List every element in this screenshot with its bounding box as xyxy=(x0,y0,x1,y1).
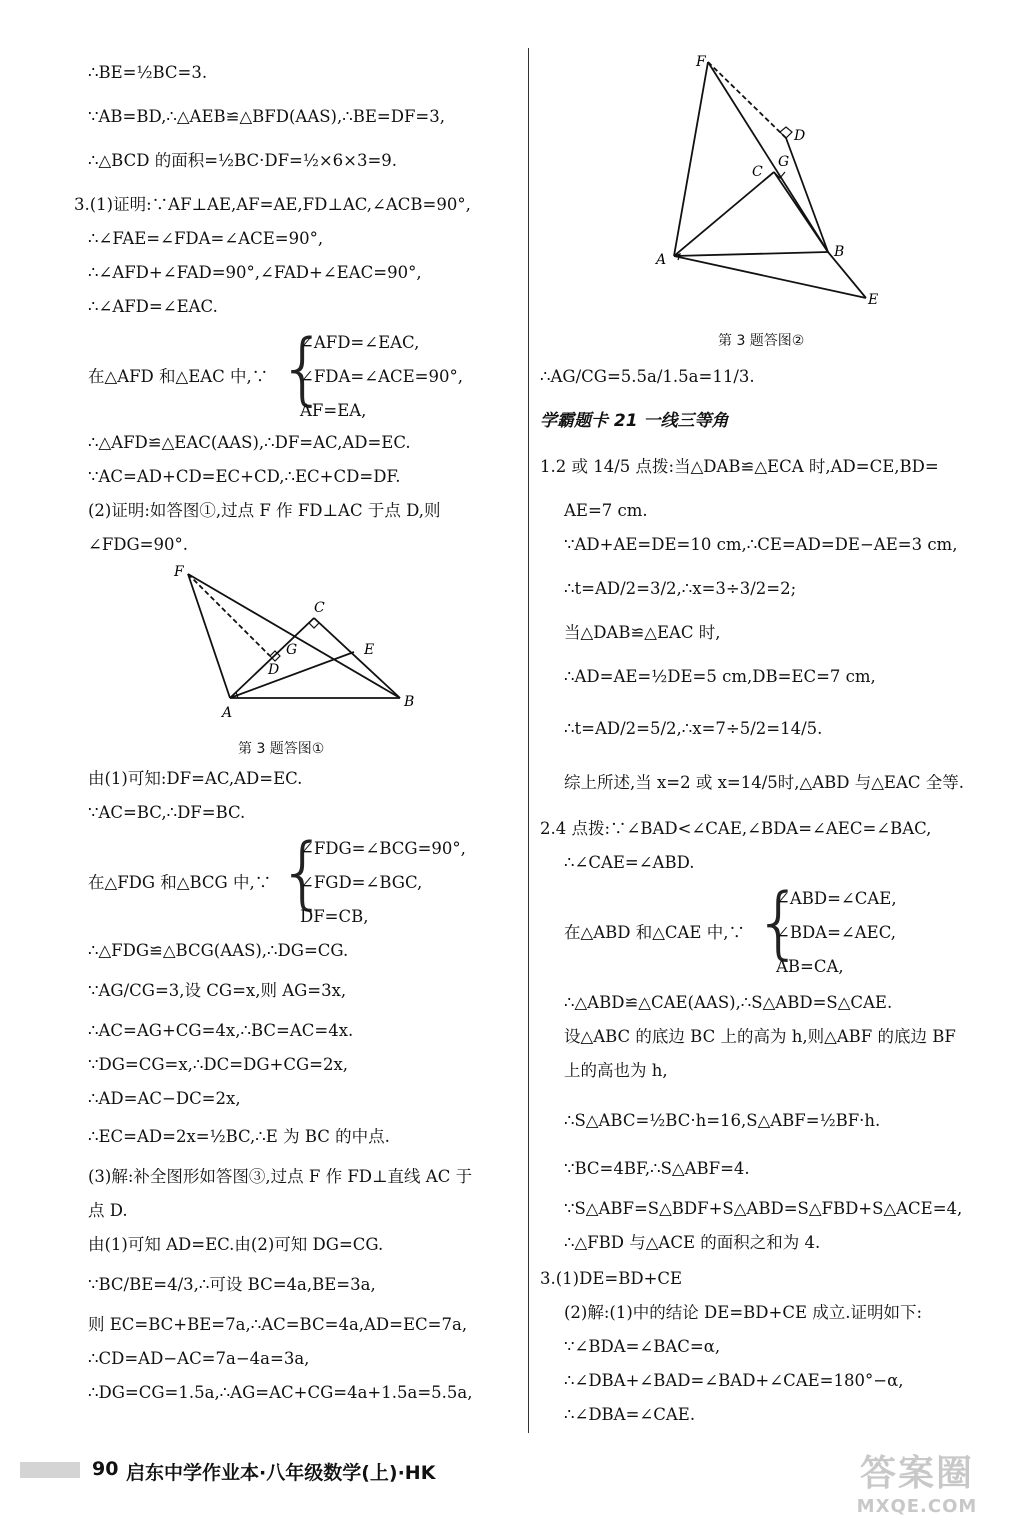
text-line: ∴∠DBA+∠BAD=∠BAD+∠CAE=180°−α, xyxy=(564,1371,904,1390)
fig2-label: D xyxy=(794,128,806,144)
book-title: 启东中学作业本·八年级数学(上)·HK xyxy=(126,1462,436,1484)
text-line: ∵BC/BE=4/3,∴可设 BC=4a,BE=3a, xyxy=(88,1275,376,1294)
footer-bar xyxy=(20,1462,80,1478)
text-line: 上的高也为 h, xyxy=(564,1061,668,1080)
brace-line: AB=CA, xyxy=(776,957,844,976)
text-line: ∴△FDG≌△BCG(AAS),∴DG=CG. xyxy=(88,941,349,960)
fig2-label: C xyxy=(752,164,763,180)
text-line: ∴AD=AE=½DE=5 cm,DB=EC=7 cm, xyxy=(564,667,876,686)
text-line: ∴∠CAE=∠ABD. xyxy=(564,853,695,872)
text-line: ∴AG/CG=5.5a/1.5a=11/3. xyxy=(540,367,755,386)
text-line: 由(1)可知 AD=EC.由(2)可知 DG=CG. xyxy=(88,1235,384,1254)
text-line: ∴△AFD≌△EAC(AAS),∴DF=AC,AD=EC. xyxy=(88,433,411,452)
text-line: 由(1)可知:DF=AC,AD=EC. xyxy=(88,769,303,788)
brace-line: ∠FGD=∠BGC, xyxy=(300,873,423,892)
fig1-label: C xyxy=(314,600,325,616)
text-line: ∴△BCD 的面积=½BC·DF=½×6×3=9. xyxy=(88,151,398,170)
text-line: ∴t=AD/2=5/2,∴x=7÷5/2=14/5. xyxy=(564,719,823,738)
text-line: ∵AB=BD,∴△AEB≌△BFD(AAS),∴BE=DF=3, xyxy=(88,107,445,126)
text-line: ∴△FBD 与△ACE 的面积之和为 4. xyxy=(564,1233,821,1252)
brace-prefix: 在△ABD 和△CAE 中,∵ xyxy=(564,923,745,942)
fig2-label: E xyxy=(868,292,879,308)
text-line: ∴△ABD≌△CAE(AAS),∴S△ABD=S△CAE. xyxy=(564,993,893,1012)
text-line: 2.4 点拨:∵∠BAD<∠CAE,∠BDA=∠AEC=∠BAC, xyxy=(540,819,932,838)
page-number: 90 xyxy=(92,1458,119,1480)
text-line: 设△ABC 的底边 BC 上的高为 h,则△ABF 的底边 BF xyxy=(564,1027,956,1046)
brace-symbol: { xyxy=(278,828,328,918)
fig2-label: A xyxy=(656,252,667,268)
text-line: ∴∠DBA=∠CAE. xyxy=(564,1405,696,1424)
text-line: ∴CD=AD−AC=7a−4a=3a, xyxy=(88,1349,310,1368)
problem-3-start: 3.(1)证明:∵AF⊥AE,AF=AE,FD⊥AC,∠ACB=90°, xyxy=(74,195,471,214)
brace-symbol: { xyxy=(754,878,804,968)
text-line: (2)证明:如答图①,过点 F 作 FD⊥AC 于点 D,则 xyxy=(88,501,441,520)
text-line: ∵BC=4BF,∴S△ABF=4. xyxy=(564,1159,750,1178)
fig2-label: B xyxy=(834,244,845,260)
text-line: ∴AC=AG+CG=4x,∴BC=AC=4x. xyxy=(88,1021,354,1040)
text-line: ∴∠AFD=∠EAC. xyxy=(88,297,218,316)
text-line: ∵AC=BC,∴DF=BC. xyxy=(88,803,246,822)
brace-line: ∠FDG=∠BCG=90°, xyxy=(300,839,466,858)
figure-1-caption: 第 3 题答图① xyxy=(238,741,325,757)
text-line: ∵AC=AD+CD=EC+CD,∴EC+CD=DF. xyxy=(88,467,401,486)
fig1-label: E xyxy=(364,642,375,658)
text-line: ∵DG=CG=x,∴DC=DG+CG=2x, xyxy=(88,1055,349,1074)
fig1-label: A xyxy=(222,705,233,721)
text-line: (3)解:补全图形如答图③,过点 F 作 FD⊥直线 AC 于 xyxy=(88,1167,473,1186)
text-line: ∴∠FAE=∠FDA=∠ACE=90°, xyxy=(88,229,324,248)
text-line: 当△DAB≌△EAC 时, xyxy=(564,623,721,642)
text-line: ∠FDG=90°. xyxy=(88,535,188,554)
fig1-label: F xyxy=(174,564,184,580)
watermark-bottom: MXQE.COM xyxy=(856,1496,978,1517)
watermark xyxy=(832,1452,1002,1528)
brace-prefix: 在△AFD 和△EAC 中,∵ xyxy=(88,367,269,386)
text-line: ∵AD+AE=DE=10 cm,∴CE=AD=DE−AE=3 cm, xyxy=(564,535,958,554)
brace-line: ∠FDA=∠ACE=90°, xyxy=(300,367,463,386)
fig2-label: G xyxy=(778,154,790,170)
fig1-label: G xyxy=(286,642,298,658)
brace-line: ∠AFD=∠EAC, xyxy=(300,333,420,352)
text-line: ∴∠AFD+∠FAD=90°,∠FAD+∠EAC=90°, xyxy=(88,263,422,282)
fig1-label: B xyxy=(404,694,415,710)
text-line: 1.2 或 14/5 点拨:当△DAB≌△ECA 时,AD=CE,BD= xyxy=(540,457,939,476)
text-line: 3.(1)DE=BD+CE xyxy=(540,1269,683,1288)
text-line: (2)解:(1)中的结论 DE=BD+CE 成立.证明如下: xyxy=(564,1303,923,1322)
brace-line: AF=EA, xyxy=(300,401,367,420)
text-line: 点 D. xyxy=(88,1201,128,1220)
section-heading: 学霸题卡 21 一线三等角 xyxy=(540,411,729,431)
fig2-label: F xyxy=(696,54,706,70)
brace-line: DF=CB, xyxy=(300,907,369,926)
text-line: ∵∠BDA=∠BAC=α, xyxy=(564,1337,721,1356)
text-line: ∴t=AD/2=3/2,∴x=3÷3/2=2; xyxy=(564,579,797,598)
text-line: 则 EC=BC+BE=7a,∴AC=BC=4a,AD=EC=7a, xyxy=(88,1315,468,1334)
brace-symbol: { xyxy=(278,324,328,414)
text-line: ∴S△ABC=½BC·h=16,S△ABF=½BF·h. xyxy=(564,1111,881,1130)
text-line: AE=7 cm. xyxy=(564,501,648,520)
figure-1 xyxy=(168,562,508,722)
watermark-top: 答案圈 xyxy=(859,1453,974,1494)
fig1-label: D xyxy=(268,662,280,678)
text-line: ∴BE=½BC=3. xyxy=(88,63,208,82)
text-line: ∵AG/CG=3,设 CG=x,则 AG=3x, xyxy=(88,981,347,1000)
text-line: ∵S△ABF=S△BDF+S△ABD=S△FBD+S△ACE=4, xyxy=(564,1199,963,1218)
brace-line: ∠ABD=∠CAE, xyxy=(776,889,897,908)
brace-prefix: 在△FDG 和△BCG 中,∵ xyxy=(88,873,272,892)
brace-line: ∠BDA=∠AEC, xyxy=(776,923,896,942)
text-line: ∴AD=AC−DC=2x, xyxy=(88,1089,241,1108)
text-line: ∴EC=AD=2x=½BC,∴E 为 BC 的中点. xyxy=(88,1127,390,1146)
column-divider xyxy=(528,48,529,1433)
text-line: 综上所述,当 x=2 或 x=14/5时,△ABD 与△EAC 全等. xyxy=(564,773,965,792)
figure-2-caption: 第 3 题答图② xyxy=(718,333,805,349)
figure-2 xyxy=(646,52,886,312)
text-line: ∴DG=CG=1.5a,∴AG=AC+CG=4a+1.5a=5.5a, xyxy=(88,1383,473,1402)
